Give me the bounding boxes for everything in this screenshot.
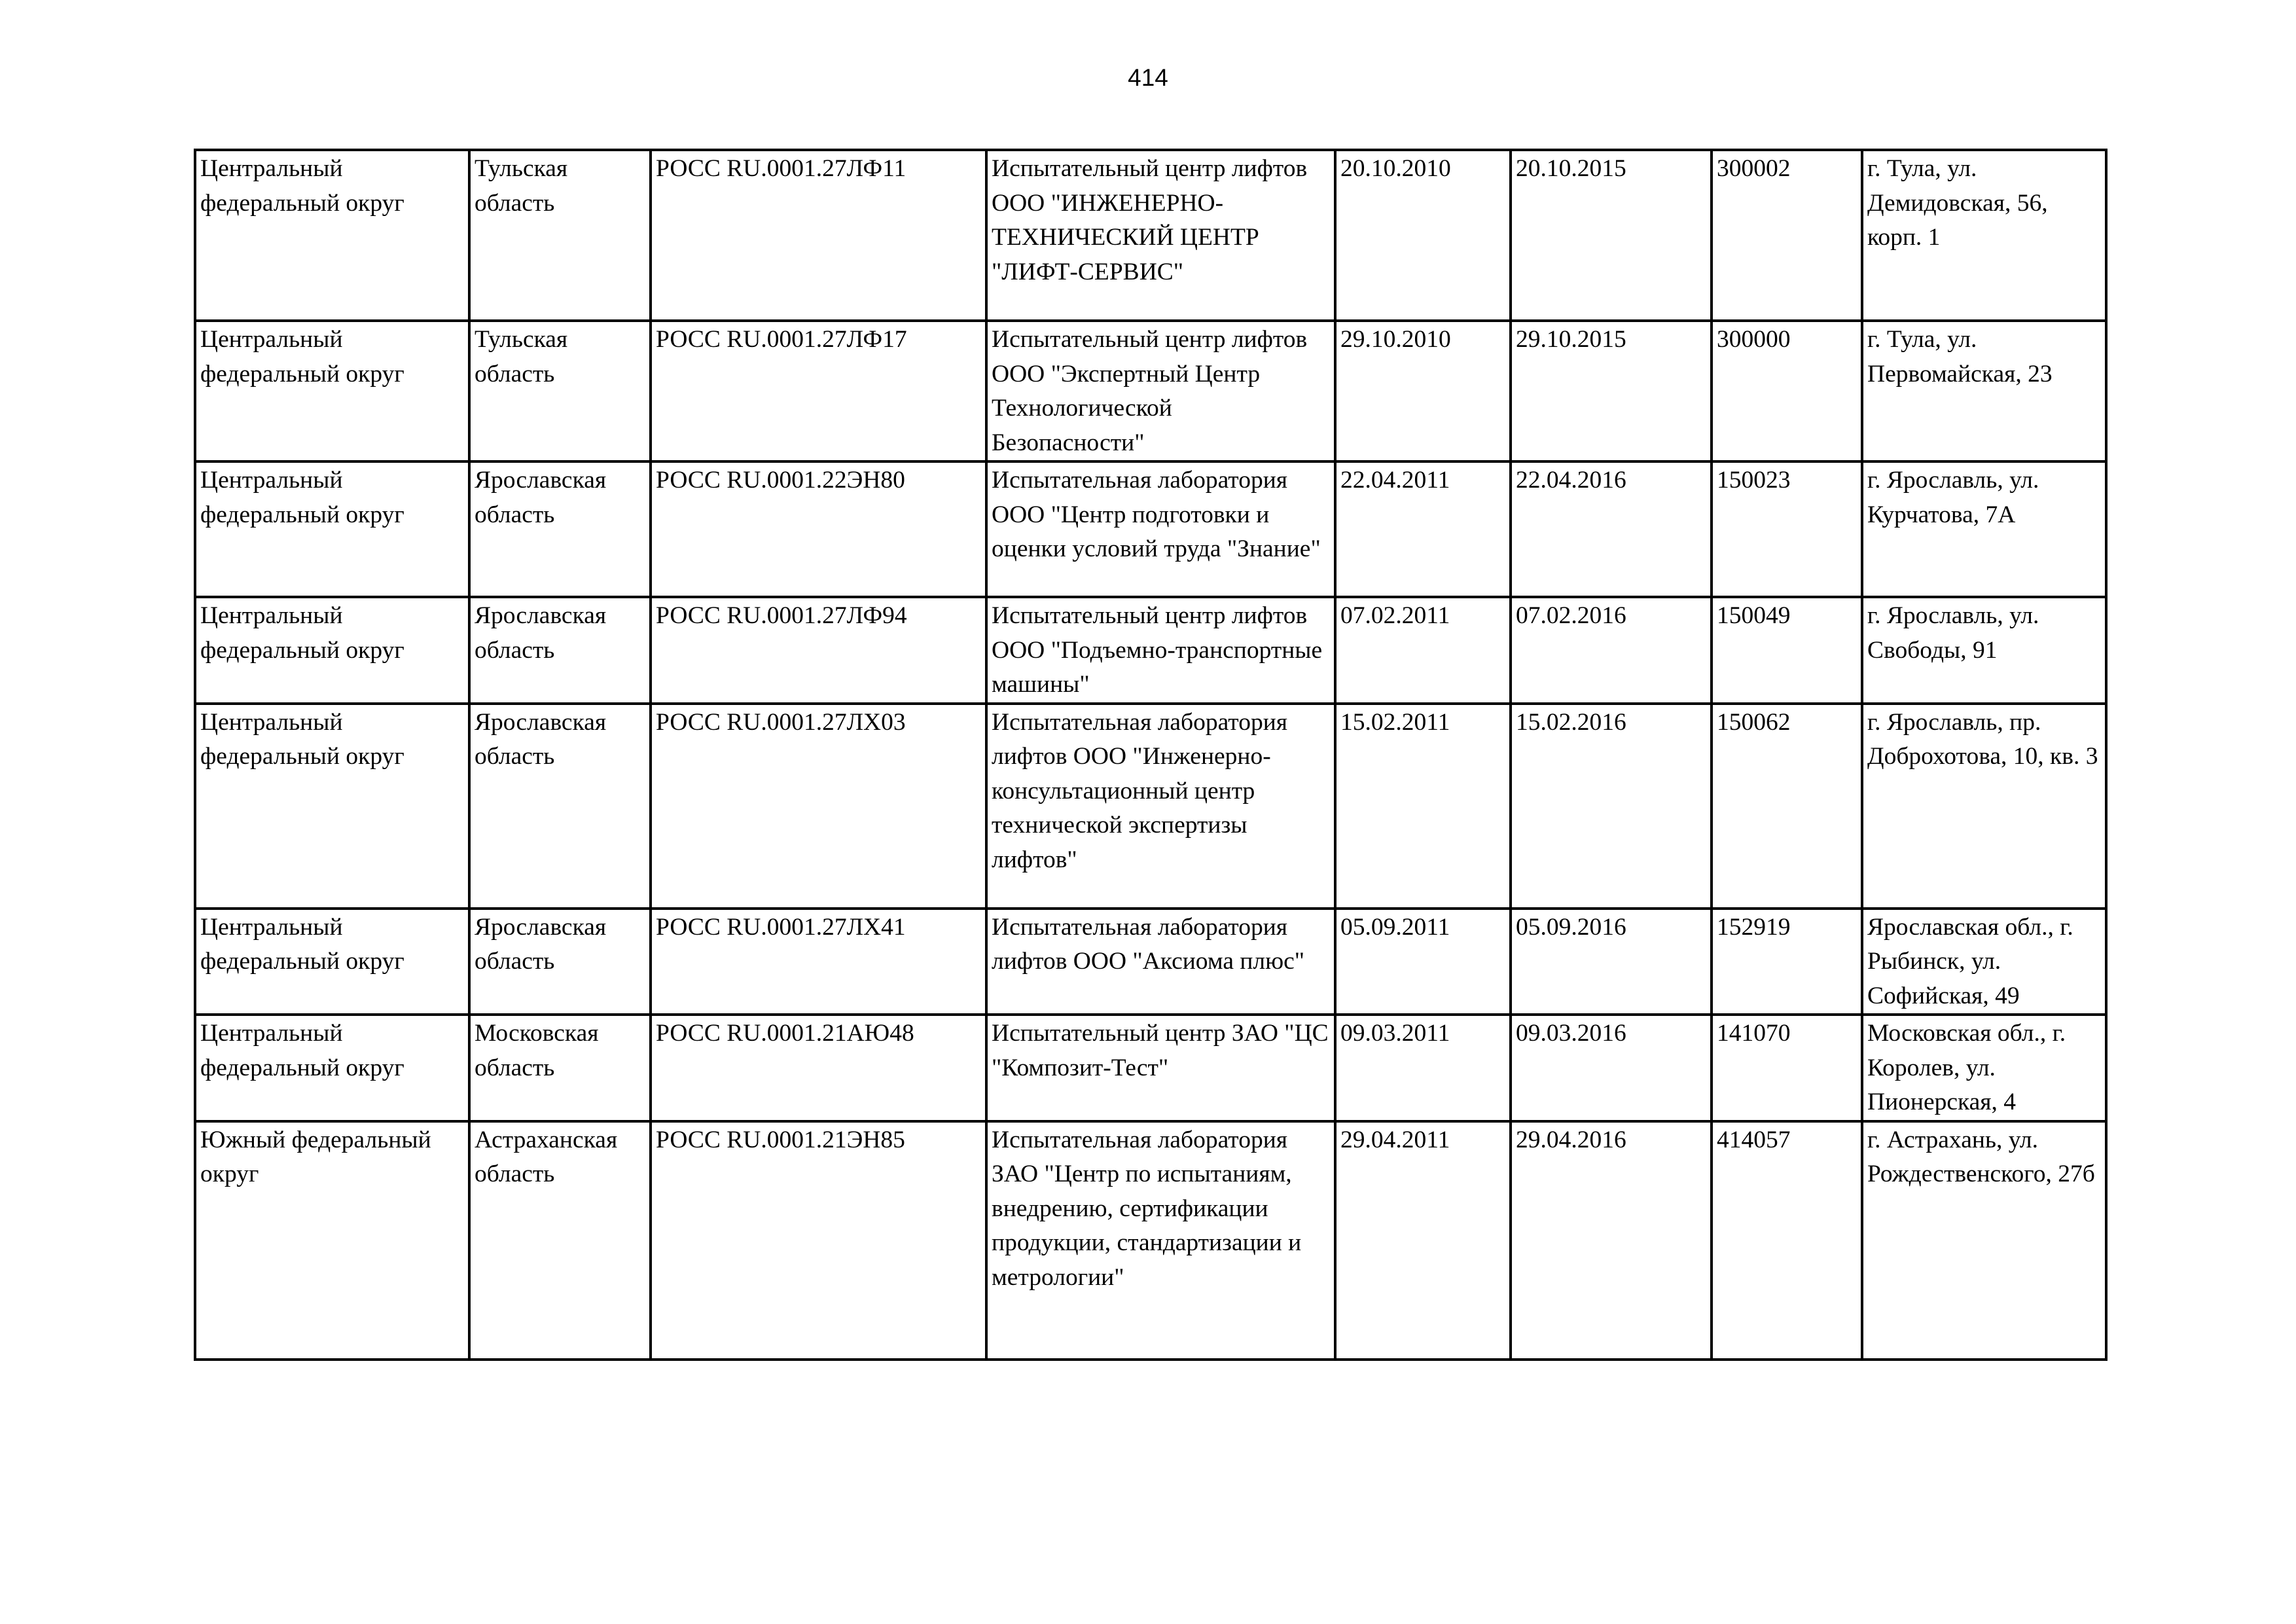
cell-date-to: 29.04.2016 [1511,1121,1712,1360]
cell-oblast: Астраханская область [469,1121,651,1360]
table-row [195,150,2106,321]
cell-date-from: 29.04.2011 [1335,1121,1511,1360]
cell-okrug: Центральный федеральный округ [195,597,469,704]
cell-okrug: Центральный федеральный округ [195,461,469,597]
cell-date-from: 29.10.2010 [1335,321,1511,461]
table-row [195,1015,2106,1121]
cell-index: 152919 [1712,909,1862,1015]
cell-oblast: Ярославская область [469,909,651,1015]
cell-index: 300002 [1712,150,1862,321]
cell-date-to: 15.02.2016 [1511,704,1712,909]
cell-reg-number: РОСС RU.0001.22ЭН80 [651,461,986,597]
table-row [195,704,2106,909]
cell-okrug: Центральный федеральный округ [195,150,469,321]
cell-okrug: Центральный федеральный округ [195,1015,469,1121]
cell-reg-number: РОСС RU.0001.27ЛФ17 [651,321,986,461]
cell-index: 150049 [1712,597,1862,704]
cell-organization: Испытательный центр лифтов ООО "ИНЖЕНЕРНО-ТЕХНИЧЕСКИЙ ЦЕНТР "ЛИФТ-СЕРВИС" [986,150,1335,321]
cell-oblast: Ярославская область [469,461,651,597]
cell-organization: Испытательная лаборатория ООО "Центр подготовки и оценки условий труда "Знание" [986,461,1335,597]
cell-reg-number: РОСС RU.0001.27ЛФ94 [651,597,986,704]
cell-oblast: Тульская область [469,150,651,321]
cell-okrug: Центральный федеральный округ [195,704,469,909]
cell-organization: Испытательный центр ЗАО "ЦС "Композит-Тест" [986,1015,1335,1121]
cell-organization: Испытательный центр лифтов ООО "Экспертный Центр Технологической Безопасности" [986,321,1335,461]
cell-date-to: 07.02.2016 [1511,597,1712,704]
cell-date-from: 22.04.2011 [1335,461,1511,597]
cell-address: г. Тула, ул. Демидовская, 56, корп. 1 [1862,150,2106,321]
cell-index: 300000 [1712,321,1862,461]
cell-index: 150062 [1712,704,1862,909]
table-row [195,1121,2106,1360]
cell-index: 141070 [1712,1015,1862,1121]
cell-address: г. Астрахань, ул. Рождественского, 27б [1862,1121,2106,1360]
cell-organization: Испытательная лаборатория ЗАО "Центр по испытаниям, внедрению, сертификации продукции, стандартизации и метрологии" [986,1121,1335,1360]
page-number: 414 [1128,64,1168,91]
cell-reg-number: РОСС RU.0001.21АЮ48 [651,1015,986,1121]
cell-date-from: 15.02.2011 [1335,704,1511,909]
cell-okrug: Центральный федеральный округ [195,321,469,461]
cell-address: Московская обл., г. Королев, ул. Пионерская, 4 [1862,1015,2106,1121]
cell-date-to: 20.10.2015 [1511,150,1712,321]
cell-date-to: 05.09.2016 [1511,909,1712,1015]
cell-oblast: Ярославская область [469,597,651,704]
cell-oblast: Ярославская область [469,704,651,909]
cell-address: Ярославская обл., г. Рыбинск, ул. Софийская, 49 [1862,909,2106,1015]
cell-okrug: Центральный федеральный округ [195,909,469,1015]
cell-date-from: 05.09.2011 [1335,909,1511,1015]
cell-date-to: 09.03.2016 [1511,1015,1712,1121]
cell-organization: Испытательная лаборатория лифтов ООО "Аксиома плюс" [986,909,1335,1015]
cell-date-to: 29.10.2015 [1511,321,1712,461]
table-row [195,597,2106,704]
cell-date-from: 09.03.2011 [1335,1015,1511,1121]
cell-date-from: 07.02.2011 [1335,597,1511,704]
cell-reg-number: РОСС RU.0001.21ЭН85 [651,1121,986,1360]
cell-organization: Испытательный центр лифтов ООО "Подъемно-транспортные машины" [986,597,1335,704]
cell-address: г. Тула, ул. Первомайская, 23 [1862,321,2106,461]
cell-reg-number: РОСС RU.0001.27ЛХ41 [651,909,986,1015]
cell-oblast: Тульская область [469,321,651,461]
registry-table [194,149,2108,1361]
cell-reg-number: РОСС RU.0001.27ЛФ11 [651,150,986,321]
cell-organization: Испытательная лаборатория лифтов ООО "Инженерно-консультационный центр технической экспертизы лифтов" [986,704,1335,909]
cell-date-from: 20.10.2010 [1335,150,1511,321]
table-row [195,909,2106,1015]
table-row [195,461,2106,597]
cell-address: г. Ярославль, ул. Свободы, 91 [1862,597,2106,704]
cell-oblast: Московская область [469,1015,651,1121]
cell-index: 150023 [1712,461,1862,597]
cell-address: г. Ярославль, ул. Курчатова, 7А [1862,461,2106,597]
cell-reg-number: РОСС RU.0001.27ЛХ03 [651,704,986,909]
cell-date-to: 22.04.2016 [1511,461,1712,597]
cell-address: г. Ярославль, пр. Доброхотова, 10, кв. 3 [1862,704,2106,909]
cell-index: 414057 [1712,1121,1862,1360]
cell-okrug: Южный федеральный округ [195,1121,469,1360]
table-row [195,321,2106,461]
